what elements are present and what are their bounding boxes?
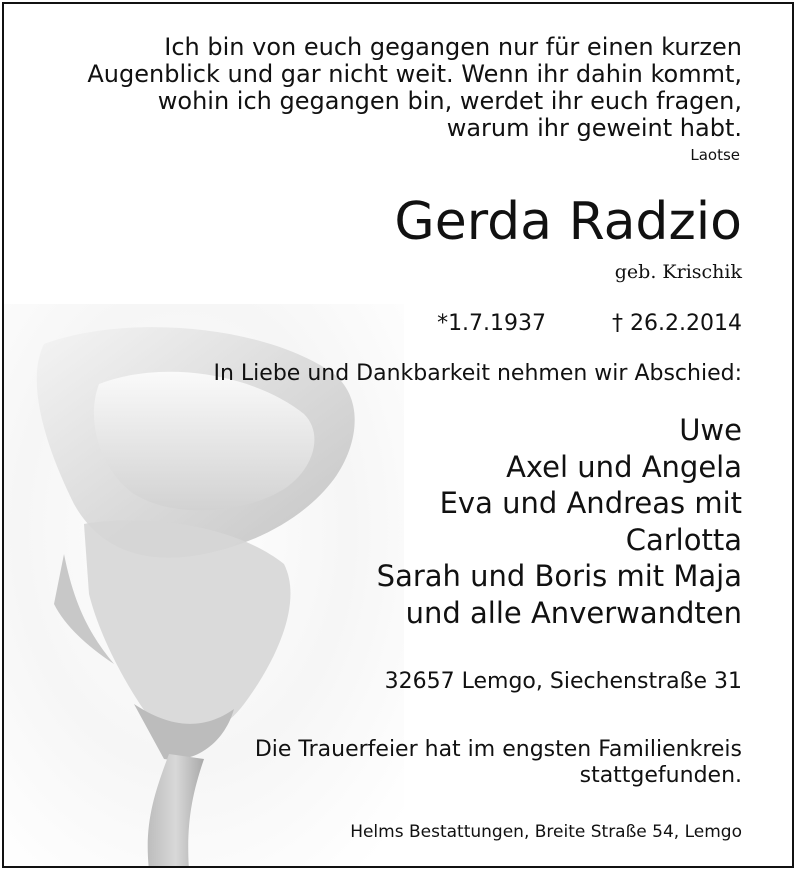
- undertaker-info: Helms Bestattungen, Breite Straße 54, Lemgo: [350, 822, 742, 842]
- birth-name: geb. Krischik: [614, 261, 742, 283]
- deceased-name: Gerda Radzio: [394, 192, 742, 252]
- mourner: Sarah und Boris mit Maja: [376, 559, 742, 593]
- mourner: Eva und Andreas mit: [439, 486, 742, 520]
- poem: [22, 34, 742, 142]
- mourner: Axel und Angela: [506, 449, 742, 484]
- obituary-notice: [2, 2, 794, 868]
- mourner: Carlotta: [625, 522, 742, 557]
- poem-line: Augenblick und gar nicht weit. Wenn ihr dahin kommt,: [87, 60, 742, 88]
- mourners-list: [377, 412, 742, 631]
- poem-line: Ich bin von euch gegangen nur für einen kurzen: [164, 33, 742, 61]
- life-dates: [437, 310, 742, 338]
- address: 32657 Lemgo, Siechenstraße 31: [384, 669, 742, 694]
- poem-line: warum ihr geweint habt.: [446, 114, 742, 142]
- poem-line: wohin ich gegangen bin, werdet ihr euch fragen,: [157, 87, 742, 115]
- ceremony-line: stattgefunden.: [579, 763, 742, 788]
- death-date: † 26.2.2014: [612, 311, 742, 336]
- poem-author: Laotse: [690, 146, 740, 164]
- birth-date: *1.7.1937: [437, 311, 547, 336]
- mourner: Uwe: [679, 413, 742, 447]
- ceremony-line: Die Trauerfeier hat im engsten Familienkreis: [254, 737, 742, 762]
- ceremony-note: [255, 737, 742, 789]
- mourner: und alle Anverwandten: [405, 595, 742, 630]
- farewell-text: In Liebe und Dankbarkeit nehmen wir Abschied:: [213, 361, 742, 386]
